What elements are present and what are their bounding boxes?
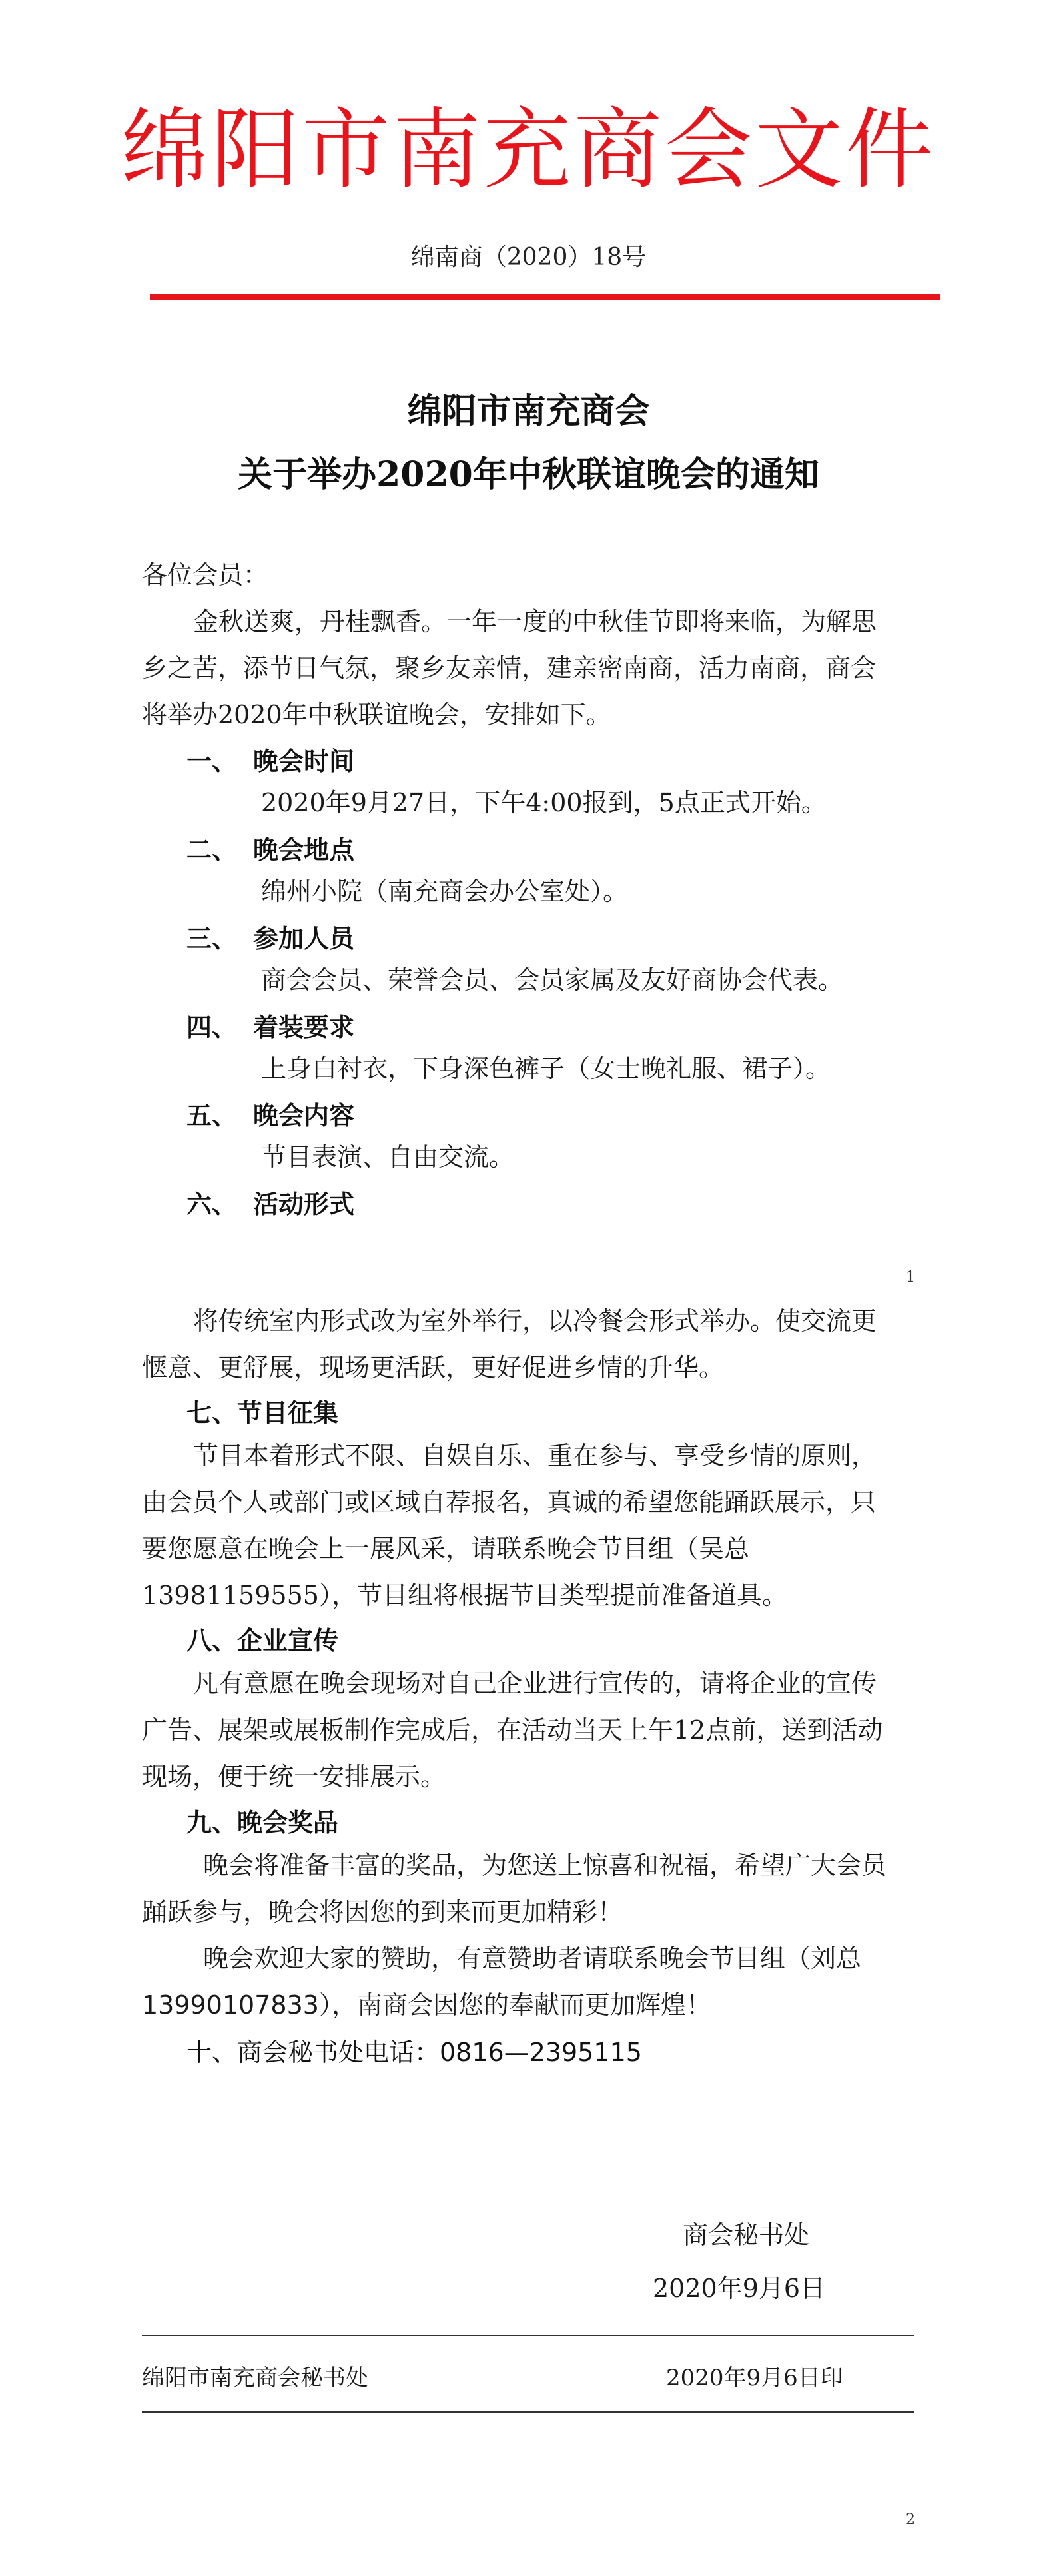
section-9-title: 九、晚会奖品 xyxy=(186,1808,339,1837)
section-6-number: 六、 xyxy=(186,1190,238,1219)
section-1-title: 晚会时间 xyxy=(253,747,355,776)
intro-line: 乡之苦，添节日气氛，聚乡友亲情，建亲密南商，活力南商，商会 xyxy=(142,653,877,683)
header-red-divider xyxy=(150,294,940,300)
section-7-line: 要您愿意在晚会上一展风采，请联系晚会节目组（吴总 xyxy=(142,1534,750,1563)
document-number: 绵南商（2020）18号 xyxy=(410,244,647,271)
document-header-title: 绵阳市南充商会文件 xyxy=(121,99,936,201)
section-8-title: 八、企业宣传 xyxy=(186,1626,339,1655)
section-8-line: 广告、展架或展板制作完成后，在活动当天上午12点前，送到活动 xyxy=(142,1715,883,1745)
footer-print-date: 2020年9月6日印 xyxy=(666,2365,843,2391)
footer-issuer: 绵阳市南充商会秘书处 xyxy=(142,2365,368,2391)
section-6-line: 惬意、更舒展，现场更活跃，更好促进乡情的升华。 xyxy=(142,1353,725,1382)
section-5-number: 五、 xyxy=(186,1101,238,1130)
section-4-title: 着装要求 xyxy=(253,1013,355,1042)
section-1-number: 一、 xyxy=(186,747,238,776)
page-number: 1 xyxy=(906,1269,915,1286)
section-6-title: 活动形式 xyxy=(253,1190,355,1219)
section-4-number: 四、 xyxy=(186,1013,238,1042)
signature-org: 商会秘书处 xyxy=(683,2220,810,2250)
signature-date: 2020年9月6日 xyxy=(653,2274,826,2303)
section-2-number: 二、 xyxy=(186,835,238,865)
sponsor-line: 晚会欢迎大家的赞助，有意赞助者请联系晚会节目组（刘总 xyxy=(203,1944,862,1973)
footer-bottom-rule xyxy=(142,2411,914,2413)
section-9-line: 晚会将准备丰富的奖品，为您送上惊喜和祝福，希望广大会员 xyxy=(203,1851,887,1880)
salutation: 各位会员： xyxy=(142,560,269,590)
section-8-line: 现场，便于统一安排展示。 xyxy=(142,1762,446,1791)
section-7-line: 13981159555），节目组将根据节目类型提前准备道具。 xyxy=(142,1581,787,1610)
secretariat-phone: 十、商会秘书处电话：0816—2395115 xyxy=(186,2038,642,2067)
section-6-line: 将传统室内形式改为室外举行，以冷餐会形式举办。使交流更 xyxy=(193,1306,877,1336)
section-7-title: 七、节目征集 xyxy=(186,1398,339,1428)
section-8-line: 凡有意愿在晚会现场对自己企业进行宣传的，请将企业的宣传 xyxy=(193,1669,877,1698)
section-4-content: 上身白衬衣，下身深色裤子（女士晚礼服、裙子）。 xyxy=(261,1054,831,1083)
intro-line: 将举办2020年中秋联谊晚会，安排如下。 xyxy=(142,700,611,729)
section-5-title: 晚会内容 xyxy=(253,1101,355,1130)
intro-line: 金秋送爽，丹桂飘香。一年一度的中秋佳节即将来临，为解思 xyxy=(193,607,877,636)
section-9-line: 踊跃参与，晚会将因您的到来而更加精彩！ xyxy=(142,1897,623,1927)
page-number: 2 xyxy=(906,2511,915,2528)
section-7-line: 节目本着形式不限、自娱自乐、重在参与、享受乡情的原则， xyxy=(193,1441,877,1470)
notice-title-line2: 关于举办2020年中秋联谊晚会的通知 xyxy=(238,454,819,495)
section-2-title: 晚会地点 xyxy=(253,835,355,865)
section-7-line: 由会员个人或部门或区域自荐报名，真诚的希望您能踊跃展示，只 xyxy=(142,1488,877,1517)
notice-title-line1: 绵阳市南充商会 xyxy=(407,391,650,432)
section-2-content: 绵州小院（南充商会办公室处）。 xyxy=(261,877,629,906)
sponsor-line: 13990107833），南商会因您的奉献而更加辉煌！ xyxy=(142,1990,711,2020)
section-1-content: 2020年9月27日，下午4:00报到，5点正式开始。 xyxy=(261,788,827,817)
footer-top-rule xyxy=(142,2335,914,2336)
section-3-title: 参加人员 xyxy=(253,924,355,953)
section-5-content: 节目表演、自由交流。 xyxy=(261,1142,515,1172)
section-3-content: 商会会员、荣誉会员、会员家属及友好商协会代表。 xyxy=(261,965,844,995)
section-3-number: 三、 xyxy=(186,924,238,953)
